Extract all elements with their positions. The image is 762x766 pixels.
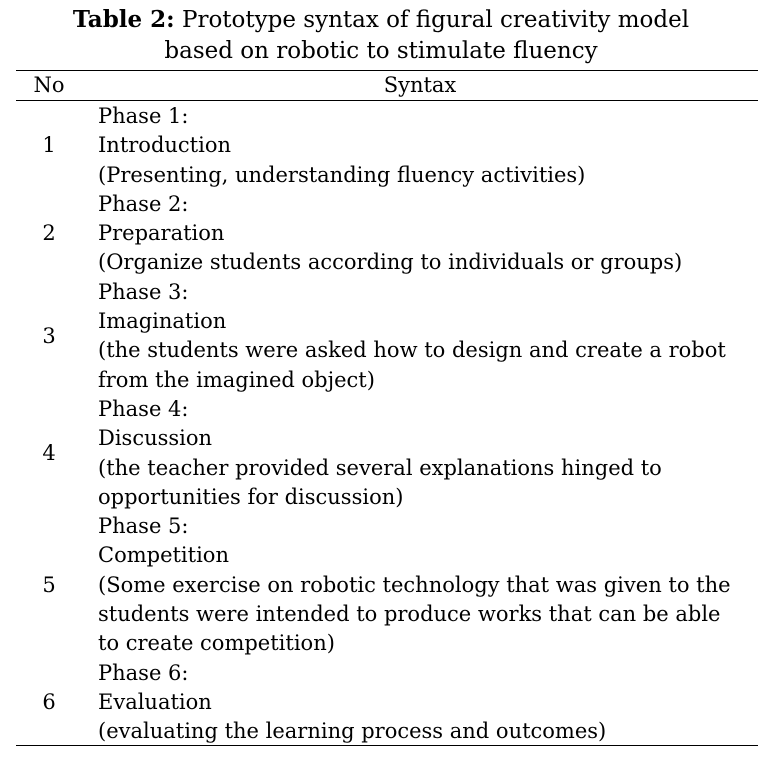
- row-syntax: [82, 659, 758, 747]
- syntax-line: (Some exercise on robotic technology that was given to the: [98, 572, 731, 597]
- syntax-line: (Presenting, understanding fluency activities): [98, 162, 586, 187]
- syntax-line: Phase 4:: [98, 396, 189, 421]
- table-row: [16, 278, 758, 395]
- syntax-line: Phase 2:: [98, 191, 189, 216]
- column-header-syntax: Syntax: [383, 73, 457, 97]
- syntax-line: Preparation: [98, 221, 225, 246]
- caption-label: Table 2:: [72, 6, 175, 33]
- table-row: [16, 659, 758, 747]
- row-number: 2: [42, 221, 56, 246]
- syntax-line: Phase 3:: [98, 279, 189, 304]
- caption-line-1: [0, 4, 762, 36]
- table-body: [16, 102, 758, 747]
- syntax-line: from the imagined object): [98, 367, 375, 392]
- syntax-line: Phase 1:: [98, 104, 189, 128]
- row-syntax: [82, 190, 758, 278]
- row-number: 6: [42, 689, 56, 714]
- row-syntax: [82, 512, 758, 658]
- syntax-line: Phase 6:: [98, 660, 189, 685]
- table-row: [16, 190, 758, 278]
- row-number: 1: [42, 133, 56, 158]
- syntax-line: Introduction: [98, 133, 231, 158]
- syntax-line: (the students were asked how to design and create a robot: [98, 338, 726, 363]
- syntax-line: Phase 5:: [98, 514, 189, 539]
- table-row: [16, 512, 758, 658]
- row-syntax: [82, 102, 758, 190]
- column-header-no: No: [33, 73, 65, 97]
- table-header-rule: [16, 100, 758, 101]
- syntax-line: Discussion: [98, 426, 213, 451]
- syntax-line: Competition: [98, 543, 229, 568]
- table-row: [16, 395, 758, 512]
- syntax-line: Imagination: [98, 309, 227, 334]
- syntax-line: to create competition): [98, 631, 335, 656]
- row-syntax: [82, 395, 758, 512]
- syntax-line: Evaluation: [98, 689, 212, 714]
- caption-title-line-2: based on robotic to stimulate fluency: [164, 38, 598, 64]
- row-number: 4: [42, 440, 56, 465]
- syntax-line: (evaluating the learning process and outcomes): [98, 719, 607, 744]
- caption-title-line-1: Prototype syntax of figural creativity model: [181, 7, 690, 33]
- row-syntax: [82, 278, 758, 395]
- table-row: [16, 102, 758, 190]
- table-bottom-rule: [16, 745, 758, 746]
- syntax-line: students were intended to produce works that can be able: [98, 602, 721, 627]
- syntax-line: opportunities for discussion): [98, 484, 404, 509]
- syntax-line: (the teacher provided several explanations hinged to: [98, 455, 662, 480]
- syntax-line: (Organize students according to individuals or groups): [98, 250, 683, 275]
- table-caption: [0, 4, 762, 67]
- row-number: 5: [42, 572, 56, 597]
- row-number: 3: [42, 323, 56, 348]
